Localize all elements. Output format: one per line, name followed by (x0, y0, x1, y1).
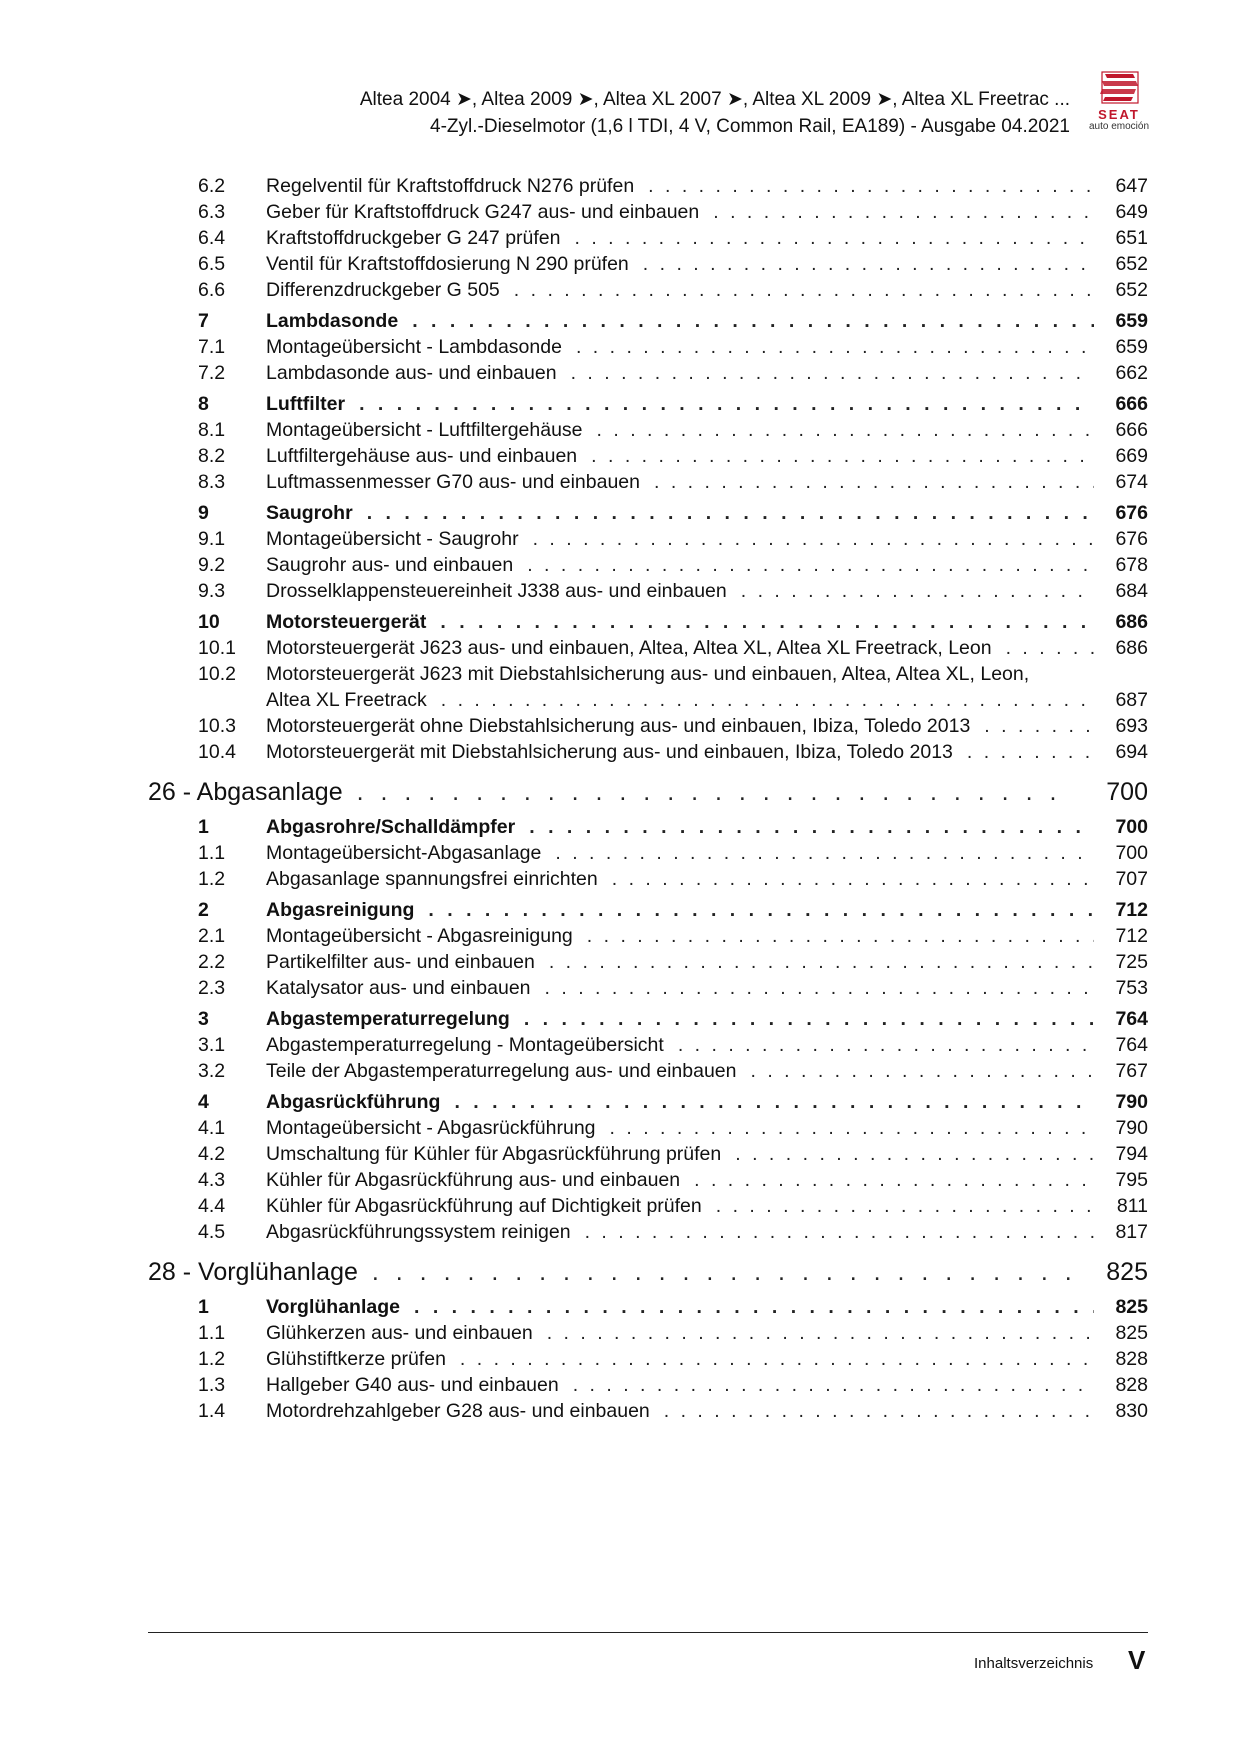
dot-leader (460, 1346, 1094, 1372)
seat-logo (1078, 70, 1160, 130)
toc-entry[interactable] (148, 1398, 1148, 1424)
toc-entry-title-wrap (266, 1167, 1108, 1193)
toc-entry-number: 4.2 (198, 1143, 226, 1165)
toc-entry-title-wrap (266, 360, 1108, 386)
toc-entry-title-wrap (266, 469, 1108, 495)
dot-leader (412, 308, 1094, 334)
toc-entry-number: 6.6 (198, 279, 226, 301)
toc-entry-number: 8.1 (198, 419, 226, 441)
toc-section[interactable] (148, 1006, 1148, 1032)
toc-entry-title: Lambdasonde (266, 310, 399, 332)
toc-entry-title: Ventil für Kraftstoffdosierung N 290 prüfen (266, 253, 629, 275)
toc-entry-page: 659 (1115, 336, 1148, 358)
toc-entry-page: 830 (1115, 1400, 1148, 1422)
toc-entry-title-wrap (266, 923, 1108, 949)
dot-leader (716, 1193, 1094, 1219)
toc-entry-title: Montageübersicht-Abgasanlage (266, 842, 542, 864)
toc-entry-number: 4.3 (198, 1169, 226, 1191)
toc-entry-title: Abgasrückführungssystem reinigen (266, 1221, 571, 1243)
toc-entry-page: 686 (1115, 637, 1148, 659)
toc-entry-title-wrap (266, 1141, 1108, 1167)
toc-entry-title: Abgastemperaturregelung (266, 1008, 510, 1030)
toc-entry-number: 4.4 (198, 1195, 226, 1217)
toc-entry-title: Abgasrohre/Schalldämpfer (266, 816, 516, 838)
toc-entry-title: Abgastemperaturregelung - Montageübersicht (266, 1034, 664, 1056)
toc-entry-number: 4.5 (198, 1221, 226, 1243)
footer-divider (148, 1632, 1148, 1633)
toc-entry-page: 676 (1115, 528, 1148, 550)
toc-entry-title-wrap (148, 1255, 1088, 1289)
toc-entry-number: 9.3 (198, 580, 226, 602)
toc-entry-number: 10.2 (198, 663, 236, 685)
dot-leader (610, 1115, 1094, 1141)
toc-entry-page: 686 (1115, 611, 1148, 633)
toc-entry-title-wrap (266, 840, 1108, 866)
toc-entry-page: 700 (1106, 778, 1148, 806)
dot-leader (529, 814, 1094, 840)
toc-entry-page: 659 (1115, 310, 1148, 332)
toc-entry-title-wrap (266, 1193, 1108, 1219)
toc-entry-title: Motordrehzahlgeber G28 aus- und einbauen (266, 1400, 650, 1422)
toc-entry[interactable] (148, 334, 1148, 360)
toc-entry-title-wrap (266, 391, 1108, 417)
toc-entry-title-wrap (266, 578, 1108, 604)
toc-entry-title: Abgasanlage spannungsfrei einrichten (266, 868, 598, 890)
toc-entry-number: 1.4 (198, 1400, 226, 1422)
toc-entry[interactable] (148, 173, 1148, 199)
toc-entry-page: 825 (1115, 1322, 1148, 1344)
toc-entry[interactable] (148, 661, 1148, 713)
dot-leader (414, 1294, 1094, 1320)
toc-chapter[interactable] (148, 775, 1148, 809)
toc-entry-page: 662 (1115, 362, 1148, 384)
dot-leader (585, 1219, 1094, 1245)
toc-entry-number: 1.1 (198, 842, 226, 864)
toc-entry-title: Abgasreinigung (266, 899, 415, 921)
toc-entry-page: 725 (1115, 951, 1148, 973)
toc-entry[interactable] (148, 1141, 1148, 1167)
toc-entry-title: Luftfiltergehäuse aus- und einbauen (266, 445, 578, 467)
toc-entry-title-wrap (266, 897, 1108, 923)
toc-entry-title-wrap (266, 334, 1108, 360)
toc-entry[interactable] (148, 360, 1148, 386)
toc-entry-title-wrap (266, 1372, 1108, 1398)
toc-section[interactable] (148, 308, 1148, 334)
toc-entry[interactable] (148, 251, 1148, 277)
toc-entry[interactable] (148, 739, 1148, 765)
toc-entry[interactable] (148, 1115, 1148, 1141)
dot-leader (547, 1320, 1094, 1346)
toc-entry-number: 10 (198, 611, 220, 633)
toc-entry-number: 1.1 (198, 1322, 226, 1344)
toc-entry-title-wrap (266, 866, 1108, 892)
toc-entry-number: 7.1 (198, 336, 226, 358)
toc-entry[interactable] (148, 443, 1148, 469)
toc-entry-page: 790 (1115, 1091, 1148, 1113)
toc-section[interactable] (148, 897, 1148, 923)
toc-entry[interactable] (148, 417, 1148, 443)
dot-leader (664, 1398, 1094, 1424)
toc-entry[interactable] (148, 1346, 1148, 1372)
toc-entry[interactable] (148, 552, 1148, 578)
toc-entry-number: 1 (198, 816, 209, 838)
toc-entry[interactable] (148, 635, 1148, 661)
dot-leader (654, 469, 1094, 495)
toc-entry[interactable] (148, 1032, 1148, 1058)
toc-entry-title-wrap (266, 173, 1108, 199)
dot-leader (524, 1006, 1094, 1032)
toc-entry-title: Vorglühanlage (266, 1296, 400, 1318)
toc-section[interactable] (148, 1294, 1148, 1320)
dot-leader (527, 552, 1094, 578)
toc-entry-number: 4.1 (198, 1117, 226, 1139)
dot-leader (741, 578, 1094, 604)
dot-leader (1006, 635, 1094, 661)
toc-entry-title: Teile der Abgastemperaturregelung aus- und einbauen (266, 1060, 737, 1082)
toc-entry-page: 828 (1115, 1374, 1148, 1396)
toc-entry-number: 3.1 (198, 1034, 226, 1056)
toc-entry-number: 8 (198, 393, 209, 415)
toc-entry-page: 647 (1115, 175, 1148, 197)
toc-entry-page: 652 (1115, 253, 1148, 275)
toc-entry-title: Luftfilter (266, 393, 346, 415)
toc-entry[interactable] (148, 1193, 1148, 1219)
dot-leader (454, 1089, 1094, 1115)
toc-entry-title-wrap (266, 225, 1108, 251)
toc-entry-title: Luftmassenmesser G70 aus- und einbauen (266, 471, 640, 493)
dot-leader (357, 775, 1074, 809)
dot-leader (514, 277, 1094, 303)
toc-entry-page: 764 (1115, 1034, 1148, 1056)
toc-entry-page: 817 (1115, 1221, 1148, 1243)
toc-entry-title: Kühler für Abgasrückführung aus- und einbauen (266, 1169, 681, 1191)
toc-entry-title: Partikelfilter aus- und einbauen (266, 951, 535, 973)
toc-entry-page: 676 (1115, 502, 1148, 524)
toc-entry-title-wrap (266, 1032, 1108, 1058)
dot-leader (428, 897, 1094, 923)
toc-entry-title-wrap (266, 661, 1108, 713)
toc-entry-title: Saugrohr aus- und einbauen (266, 554, 514, 576)
toc-entry-title: Saugrohr (266, 502, 353, 524)
toc-entry-title-wrap (266, 277, 1108, 303)
toc-entry-page: 651 (1115, 227, 1148, 249)
dot-leader (591, 443, 1094, 469)
toc-entry-number: 6.2 (198, 175, 226, 197)
toc-entry-number: 7.2 (198, 362, 226, 384)
toc-chapter-title: 26 - Abgasanlage (148, 778, 343, 806)
toc-entry-title: Motorsteuergerät mit Diebstahlsicherung aus- und einbauen, Ibiza, Toledo 2013 (266, 741, 953, 763)
toc-entry-title-wrap (266, 1398, 1108, 1424)
dot-leader (587, 923, 1094, 949)
dot-leader (555, 840, 1094, 866)
toc-entry-page: 795 (1115, 1169, 1148, 1191)
toc-entry[interactable] (148, 713, 1148, 739)
toc-entry[interactable] (148, 1372, 1148, 1398)
dot-leader (984, 713, 1094, 739)
toc-entry-title: Drosselklappensteuereinheit J338 aus- und einbauen (266, 580, 727, 602)
toc-entry-number: 2.2 (198, 951, 226, 973)
toc-entry[interactable] (148, 578, 1148, 604)
dot-leader (571, 360, 1094, 386)
toc-entry-title-wrap (266, 552, 1108, 578)
toc-entry-page: 794 (1115, 1143, 1148, 1165)
toc-entry[interactable] (148, 840, 1148, 866)
dot-leader (367, 500, 1094, 526)
logo-claim-text: auto emoción (1088, 121, 1150, 132)
dot-leader (440, 609, 1094, 635)
toc-entry-title: Kühler für Abgasrückführung auf Dichtigkeit prüfen (266, 1195, 702, 1217)
toc-entry-title-wrap (266, 417, 1108, 443)
toc-entry-page: 666 (1115, 419, 1148, 441)
header-models-line: Altea 2004 ➤, Altea 2009 ➤, Altea XL 2007 ➤, Altea XL 2009 ➤, Altea XL Freetrac ... (359, 89, 1070, 110)
toc-entry-title-wrap (266, 251, 1108, 277)
dot-leader (735, 1141, 1094, 1167)
toc-entry-title-wrap (266, 1320, 1108, 1346)
toc-entry[interactable] (148, 225, 1148, 251)
toc-section[interactable] (148, 814, 1148, 840)
toc-entry-title-wrap (266, 1346, 1108, 1372)
toc-entry[interactable] (148, 1219, 1148, 1245)
toc-entry-title-wrap (266, 1294, 1108, 1320)
toc-entry-title-wrap (266, 739, 1108, 765)
toc-entry-page: 687 (1115, 689, 1148, 711)
toc-section[interactable] (148, 609, 1148, 635)
dot-leader (612, 866, 1094, 892)
toc-entry[interactable] (148, 975, 1148, 1001)
toc-entry-page: 652 (1115, 279, 1148, 301)
toc-entry[interactable] (148, 469, 1148, 495)
toc-entry-number: 3 (198, 1008, 209, 1030)
toc-entry-title: Montageübersicht - Saugrohr (266, 528, 519, 550)
dot-leader (694, 1167, 1094, 1193)
toc-entry-title-wrap (266, 975, 1108, 1001)
toc-entry-number: 1 (198, 1296, 209, 1318)
toc-entry-title: Montageübersicht - Lambdasonde (266, 336, 562, 358)
toc-entry-page: 753 (1115, 977, 1148, 999)
toc-entry-number: 6.3 (198, 201, 226, 223)
toc-entry-title-wrap (266, 526, 1108, 552)
toc-entry-number: 2.3 (198, 977, 226, 999)
dot-leader (574, 225, 1094, 251)
toc-section[interactable] (148, 1089, 1148, 1115)
toc-entry-title-wrap (266, 1219, 1108, 1245)
toc-entry[interactable] (148, 866, 1148, 892)
dot-leader (533, 526, 1094, 552)
toc-entry-number: 10.3 (198, 715, 236, 737)
toc-entry-title-wrap (266, 500, 1108, 526)
header-engine-line: 4-Zyl.-Dieselmotor (1,6 l TDI, 4 V, Common Rail, EA189) - Ausgabe 04.2021 (430, 116, 1070, 137)
toc-entry-page: 684 (1115, 580, 1148, 602)
toc-entry[interactable] (148, 526, 1148, 552)
toc-entry-number: 6.5 (198, 253, 226, 275)
toc-entry-page: 764 (1115, 1008, 1148, 1030)
dot-leader (549, 949, 1094, 975)
toc-entry-page: 674 (1115, 471, 1148, 493)
dot-leader (678, 1032, 1094, 1058)
toc-entry-page: 700 (1115, 842, 1148, 864)
toc-entry-title-wrap (266, 1115, 1108, 1141)
toc-entry-number: 9.2 (198, 554, 226, 576)
toc-entry-number: 4 (198, 1091, 209, 1113)
toc-entry-title-line2: Altea XL Freetrack (266, 689, 427, 711)
toc-entry-page: 649 (1115, 201, 1148, 223)
toc-entry-page: 825 (1115, 1296, 1148, 1318)
page-header (360, 86, 1070, 140)
dot-leader (751, 1058, 1095, 1084)
toc-entry-title-continuation (266, 687, 1108, 713)
toc-entry-title: Motorsteuergerät J623 mit Diebstahlsicherung aus- und einbauen, Altea, Altea XL, Leon, (266, 663, 1030, 685)
toc-entry-title: Lambdasonde aus- und einbauen (266, 362, 557, 384)
toc-entry-title: Montageübersicht - Abgasrückführung (266, 1117, 596, 1139)
toc-chapter-title: 28 - Vorglühanlage (148, 1258, 358, 1286)
dot-leader (643, 251, 1094, 277)
toc-entry-number: 10.1 (198, 637, 236, 659)
toc-entry-page: 712 (1115, 925, 1148, 947)
toc-entry-title: Kraftstoffdruckgeber G 247 prüfen (266, 227, 561, 249)
toc-entry-page: 693 (1115, 715, 1148, 737)
logo-brand-text: SEAT (1098, 107, 1140, 122)
toc-entry[interactable] (148, 1320, 1148, 1346)
toc-entry-title: Motorsteuergerät (266, 611, 427, 633)
toc-section[interactable] (148, 391, 1148, 417)
toc-entry-number: 1.3 (198, 1374, 226, 1396)
toc-entry-title-wrap (266, 1089, 1108, 1115)
toc-entry-number: 1.2 (198, 1348, 226, 1370)
toc-entry-title-wrap (266, 814, 1108, 840)
toc-entry-title: Motorsteuergerät J623 aus- und einbauen, Altea, Altea XL, Altea XL Freetrack, Leon (266, 637, 992, 659)
toc-entry-title-wrap (266, 1006, 1108, 1032)
toc-entry[interactable] (148, 1058, 1148, 1084)
toc-entry-number: 1.2 (198, 868, 226, 890)
toc-entry-title-wrap (266, 1058, 1108, 1084)
footer-page-number: V (1128, 1645, 1146, 1675)
toc-entry-title-wrap (266, 713, 1108, 739)
toc-entry-page: 767 (1115, 1060, 1148, 1082)
toc-entry-title-wrap (266, 308, 1108, 334)
toc-entry-number: 2.1 (198, 925, 226, 947)
toc-entry-number: 6.4 (198, 227, 226, 249)
toc-entry-page: 666 (1115, 393, 1148, 415)
dot-leader (597, 417, 1094, 443)
dot-leader (441, 687, 1094, 713)
toc-entry-page: 790 (1115, 1117, 1148, 1139)
toc-entry-number: 8.2 (198, 445, 226, 467)
toc-entry-title: Geber für Kraftstoffdruck G247 aus- und einbauen (266, 201, 700, 223)
seat-emblem-icon (1078, 70, 1160, 108)
dot-leader (576, 334, 1094, 360)
toc-entry-title-wrap (266, 609, 1108, 635)
toc-entry-page: 825 (1106, 1258, 1148, 1286)
dot-leader (545, 975, 1094, 1001)
dot-leader (967, 739, 1094, 765)
toc-entry-title: Hallgeber G40 aus- und einbauen (266, 1374, 559, 1396)
toc-entry-number: 3.2 (198, 1060, 226, 1082)
toc-entry[interactable] (148, 199, 1148, 225)
toc-entry-title: Regelventil für Kraftstoffdruck N276 prüfen (266, 175, 635, 197)
toc-entry-title: Glühkerzen aus- und einbauen (266, 1322, 533, 1344)
toc-entry[interactable] (148, 1167, 1148, 1193)
toc-entry-page: 669 (1115, 445, 1148, 467)
dot-leader (573, 1372, 1094, 1398)
toc-entry-number: 7 (198, 310, 209, 332)
toc-entry-title: Motorsteuergerät ohne Diebstahlsicherung aus- und einbauen, Ibiza, Toledo 2013 (266, 715, 971, 737)
toc-entry-title: Abgasrückführung (266, 1091, 441, 1113)
toc-entry[interactable] (148, 923, 1148, 949)
toc-entry-page: 828 (1115, 1348, 1148, 1370)
dot-leader (713, 199, 1094, 225)
toc-entry-page: 811 (1116, 1195, 1148, 1217)
toc-entry-title: Umschaltung für Kühler für Abgasrückführung prüfen (266, 1143, 722, 1165)
toc-entry-title: Montageübersicht - Abgasreinigung (266, 925, 573, 947)
toc-entry[interactable] (148, 949, 1148, 975)
toc-entry-number: 2 (198, 899, 209, 921)
toc-entry-title-wrap (266, 635, 1108, 661)
toc-entry-page: 678 (1115, 554, 1148, 576)
toc-entry-title: Montageübersicht - Luftfiltergehäuse (266, 419, 583, 441)
toc-section[interactable] (148, 500, 1148, 526)
toc-entry-page: 712 (1115, 899, 1148, 921)
toc-entry-title-wrap (266, 199, 1108, 225)
toc-entry-number: 10.4 (198, 741, 236, 763)
footer-section-label: Inhaltsverzeichnis (974, 1655, 1094, 1672)
toc-chapter[interactable] (148, 1255, 1148, 1289)
toc-entry-title: Differenzdruckgeber G 505 (266, 279, 500, 301)
toc-entry-page: 694 (1115, 741, 1148, 763)
toc-entry-title-wrap (266, 949, 1108, 975)
toc-entry-number: 9.1 (198, 528, 226, 550)
dot-leader (648, 173, 1094, 199)
dot-leader (372, 1255, 1074, 1289)
toc-entry-number: 8.3 (198, 471, 226, 493)
dot-leader (359, 391, 1094, 417)
toc-entry-title-wrap (266, 443, 1108, 469)
toc-entry-title-wrap (148, 775, 1088, 809)
toc-entry-page: 700 (1115, 816, 1148, 838)
table-of-contents (148, 173, 1148, 1424)
toc-entry-title: Katalysator aus- und einbauen (266, 977, 531, 999)
toc-entry[interactable] (148, 277, 1148, 303)
toc-entry-title: Glühstiftkerze prüfen (266, 1348, 446, 1370)
toc-entry-page: 707 (1115, 868, 1148, 890)
toc-entry-number: 9 (198, 502, 209, 524)
